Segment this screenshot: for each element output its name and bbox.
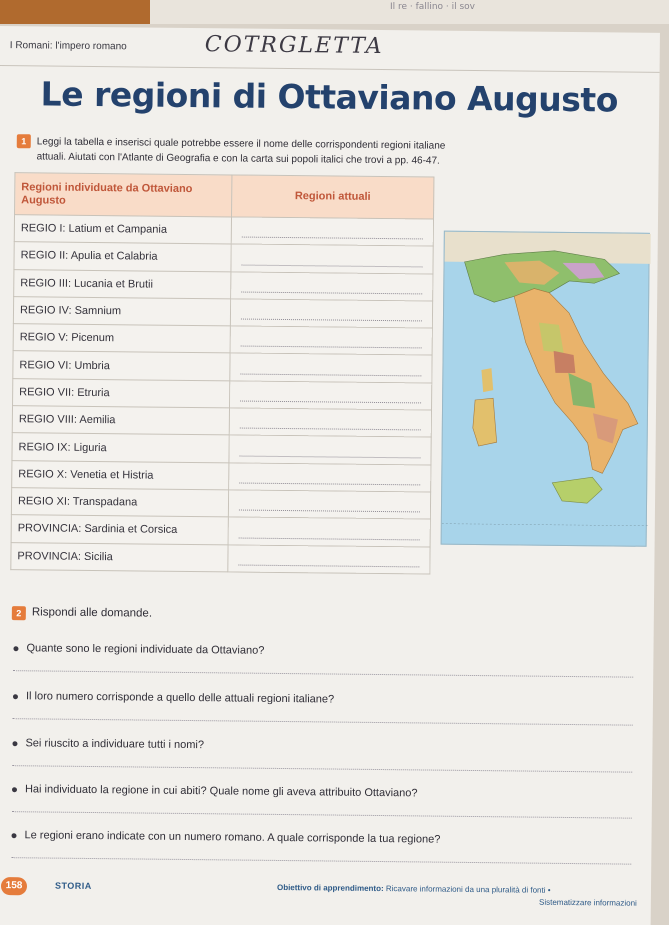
handwritten-name: COTRGLETTA <box>204 32 384 60</box>
table-row <box>13 324 432 356</box>
sicily-island <box>552 477 602 504</box>
region-name: REGIO III: Lucania et Brutii <box>14 269 231 299</box>
exercise-2-title <box>12 606 152 621</box>
exercise-1-instruction <box>17 134 652 171</box>
objective-sub: Sistematizzare informazioni <box>538 897 637 908</box>
header-ancient-regions: Regioni individuate da Ottaviano Augusto <box>15 173 232 217</box>
learning-objective <box>277 882 647 910</box>
table-row <box>14 242 433 274</box>
italy-map <box>441 231 650 547</box>
region-name: REGIO I: Latium et Campania <box>14 215 231 245</box>
scrap-text: Il re · fallino · il sov <box>390 2 475 12</box>
map-grid-line <box>442 524 648 526</box>
answer-cell[interactable] <box>228 490 430 519</box>
question-item <box>11 829 626 864</box>
question-item <box>13 642 628 677</box>
region-name: REGIO II: Apulia et Calabria <box>14 242 231 272</box>
table-row <box>14 269 433 301</box>
table-row <box>12 460 431 492</box>
answer-cell[interactable] <box>230 326 432 355</box>
answer-cell[interactable] <box>229 408 431 437</box>
table-row <box>11 542 430 574</box>
question-text: Quante sono le regioni individuate da Ottaviano? <box>26 642 265 657</box>
question-item <box>12 783 627 818</box>
answer-line[interactable] <box>12 811 632 818</box>
header-current-regions: Regioni attuali <box>232 175 434 219</box>
bullet-icon <box>12 787 17 792</box>
table-row <box>12 406 431 438</box>
table-row <box>14 215 433 247</box>
answer-cell[interactable] <box>230 381 432 410</box>
table-row <box>13 378 432 410</box>
bullet-icon <box>13 646 18 651</box>
corsica-island <box>481 368 493 392</box>
answer-line[interactable] <box>13 718 633 725</box>
question-item <box>12 737 627 772</box>
region-name: REGIO VIII: Aemilia <box>12 406 229 436</box>
answer-cell[interactable] <box>228 544 430 573</box>
objective-text: Ricavare informazioni da una pluralità di fonti • <box>385 884 551 895</box>
region-name: REGIO VI: Umbria <box>13 351 230 381</box>
worksheet-page <box>0 26 660 925</box>
instruction-line-1: Leggi la tabella e inserisci quale potrebbe essere il nome delle corrispondenti regioni italiane <box>36 136 446 152</box>
answer-cell[interactable] <box>229 463 431 492</box>
region-name: REGIO IV: Samnium <box>13 297 230 327</box>
exercise-1-number: 1 <box>17 134 31 148</box>
answer-cell[interactable] <box>229 435 431 464</box>
question-item <box>13 690 628 725</box>
exercise-2-label: Rispondi alle domande. <box>31 606 153 620</box>
question-text: Il loro numero corrisponde a quello delle attuali regioni italiane? <box>25 690 335 706</box>
sardinia-island <box>473 398 498 446</box>
instruction-line-2: attuali. Aiutati con l'Atlante di Geografia e con la carta sui popoli italici che trovi a pp. 46-47. <box>36 151 440 167</box>
chapter-label: I Romani: l'impero romano <box>9 40 127 53</box>
answer-line[interactable] <box>12 765 632 772</box>
bullet-icon <box>13 694 18 699</box>
region-name: REGIO XI: Transpadana <box>11 488 228 518</box>
question-text: Hai individuato la regione in cui abiti? Quale nome gli aveva attribuito Ottaviano? <box>24 783 418 800</box>
page-footer <box>0 874 651 925</box>
subject-label: STORIA <box>54 880 92 892</box>
region-name: PROVINCIA: Sardinia et Corsica <box>11 515 228 545</box>
answer-cell[interactable] <box>230 299 432 328</box>
answer-line[interactable] <box>13 670 633 677</box>
region-name: PROVINCIA: Sicilia <box>11 542 228 572</box>
answer-cell[interactable] <box>231 217 433 246</box>
background-strip <box>0 0 669 24</box>
table-row <box>12 433 431 465</box>
answer-cell[interactable] <box>231 272 433 301</box>
region-name: REGIO VII: Etruria <box>13 378 230 408</box>
italy-map-drawing <box>442 232 651 548</box>
answer-cell[interactable] <box>228 517 430 546</box>
table-row <box>11 488 430 520</box>
exercise-2-number: 2 <box>12 606 26 620</box>
question-text: Le regioni erano indicate con un numero romano. A quale corrisponde la tua regione? <box>24 829 441 846</box>
regions-table <box>10 172 434 574</box>
bullet-icon <box>12 833 17 838</box>
answer-line[interactable] <box>11 857 631 864</box>
page-header <box>0 26 660 73</box>
question-text: Sei riuscito a individuare tutti i nomi? <box>25 737 205 752</box>
page-title: Le regioni di Ottaviano Augusto <box>40 74 619 120</box>
objective-label: Obiettivo di apprendimento: <box>276 882 384 894</box>
table-row <box>13 351 432 383</box>
region-name: REGIO V: Picenum <box>13 324 230 354</box>
bullet-icon <box>12 741 17 746</box>
page-number: 158 <box>1 877 27 895</box>
region-name: REGIO IX: Liguria <box>12 433 229 463</box>
paper-scrap <box>150 0 669 24</box>
region-name: REGIO X: Venetia et Histria <box>12 460 229 490</box>
answer-cell[interactable] <box>230 353 432 382</box>
table-row <box>13 297 432 329</box>
answer-cell[interactable] <box>231 244 433 273</box>
table-row <box>11 515 430 547</box>
table-header-row <box>15 173 434 219</box>
